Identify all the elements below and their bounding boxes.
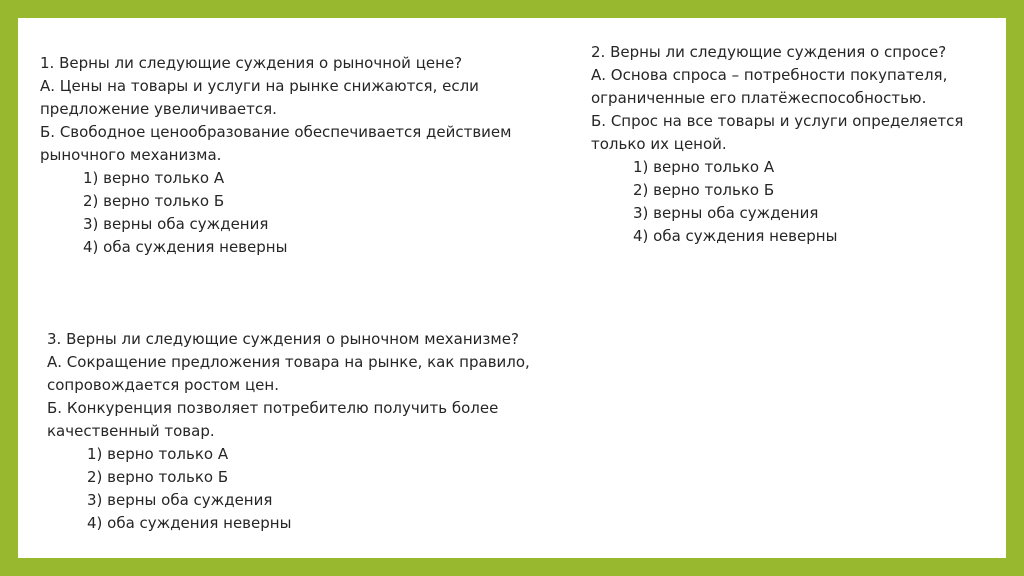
- answer-option: 1) верно только А: [83, 169, 225, 187]
- question-3: [47, 328, 530, 535]
- answer-option: 2) верно только Б: [83, 192, 225, 210]
- question-text-line: А. Цены на товары и услуги на рынке снижаются, если: [40, 77, 479, 95]
- answer-option: 3) верны оба суждения: [633, 204, 819, 222]
- question-text-line: 2. Верны ли следующие суждения о спросе?: [591, 43, 947, 61]
- question-text-line: Б. Конкуренция позволяет потребителю получить более: [47, 399, 499, 417]
- question-text-line: 1. Верны ли следующие суждения о рыночной цене?: [40, 54, 463, 72]
- question-text-line: 3. Верны ли следующие суждения о рыночном механизме?: [47, 330, 519, 348]
- answer-option: 4) оба суждения неверны: [633, 227, 838, 245]
- answer-option: 3) верны оба суждения: [83, 215, 269, 233]
- answer-option: 3) верны оба суждения: [87, 491, 273, 509]
- question-text-line: качественный товар.: [47, 422, 215, 440]
- answer-option: 2) верно только Б: [87, 468, 229, 486]
- question-text-line: только их ценой.: [591, 135, 727, 153]
- answer-option: 2) верно только Б: [633, 181, 775, 199]
- answer-option: 1) верно только А: [87, 445, 229, 463]
- question-1: [40, 52, 511, 259]
- question-text-line: сопровождается ростом цен.: [47, 376, 279, 394]
- question-text-line: Б. Свободное ценообразование обеспечивается действием: [40, 123, 512, 141]
- slide: [18, 18, 1006, 558]
- question-text-line: предложение увеличивается.: [40, 100, 277, 118]
- question-text-line: ограниченные его платёжеспособностью.: [591, 89, 927, 107]
- answer-option: 4) оба суждения неверны: [87, 514, 292, 532]
- answer-option: 1) верно только А: [633, 158, 775, 176]
- question-text-line: А. Сокращение предложения товара на рынке, как правило,: [47, 353, 530, 371]
- question-2: [591, 41, 963, 248]
- question-text-line: Б. Спрос на все товары и услуги определяется: [591, 112, 964, 130]
- question-text-line: рыночного механизма.: [40, 146, 222, 164]
- question-text-line: А. Основа спроса – потребности покупателя,: [591, 66, 948, 84]
- answer-option: 4) оба суждения неверны: [83, 238, 288, 256]
